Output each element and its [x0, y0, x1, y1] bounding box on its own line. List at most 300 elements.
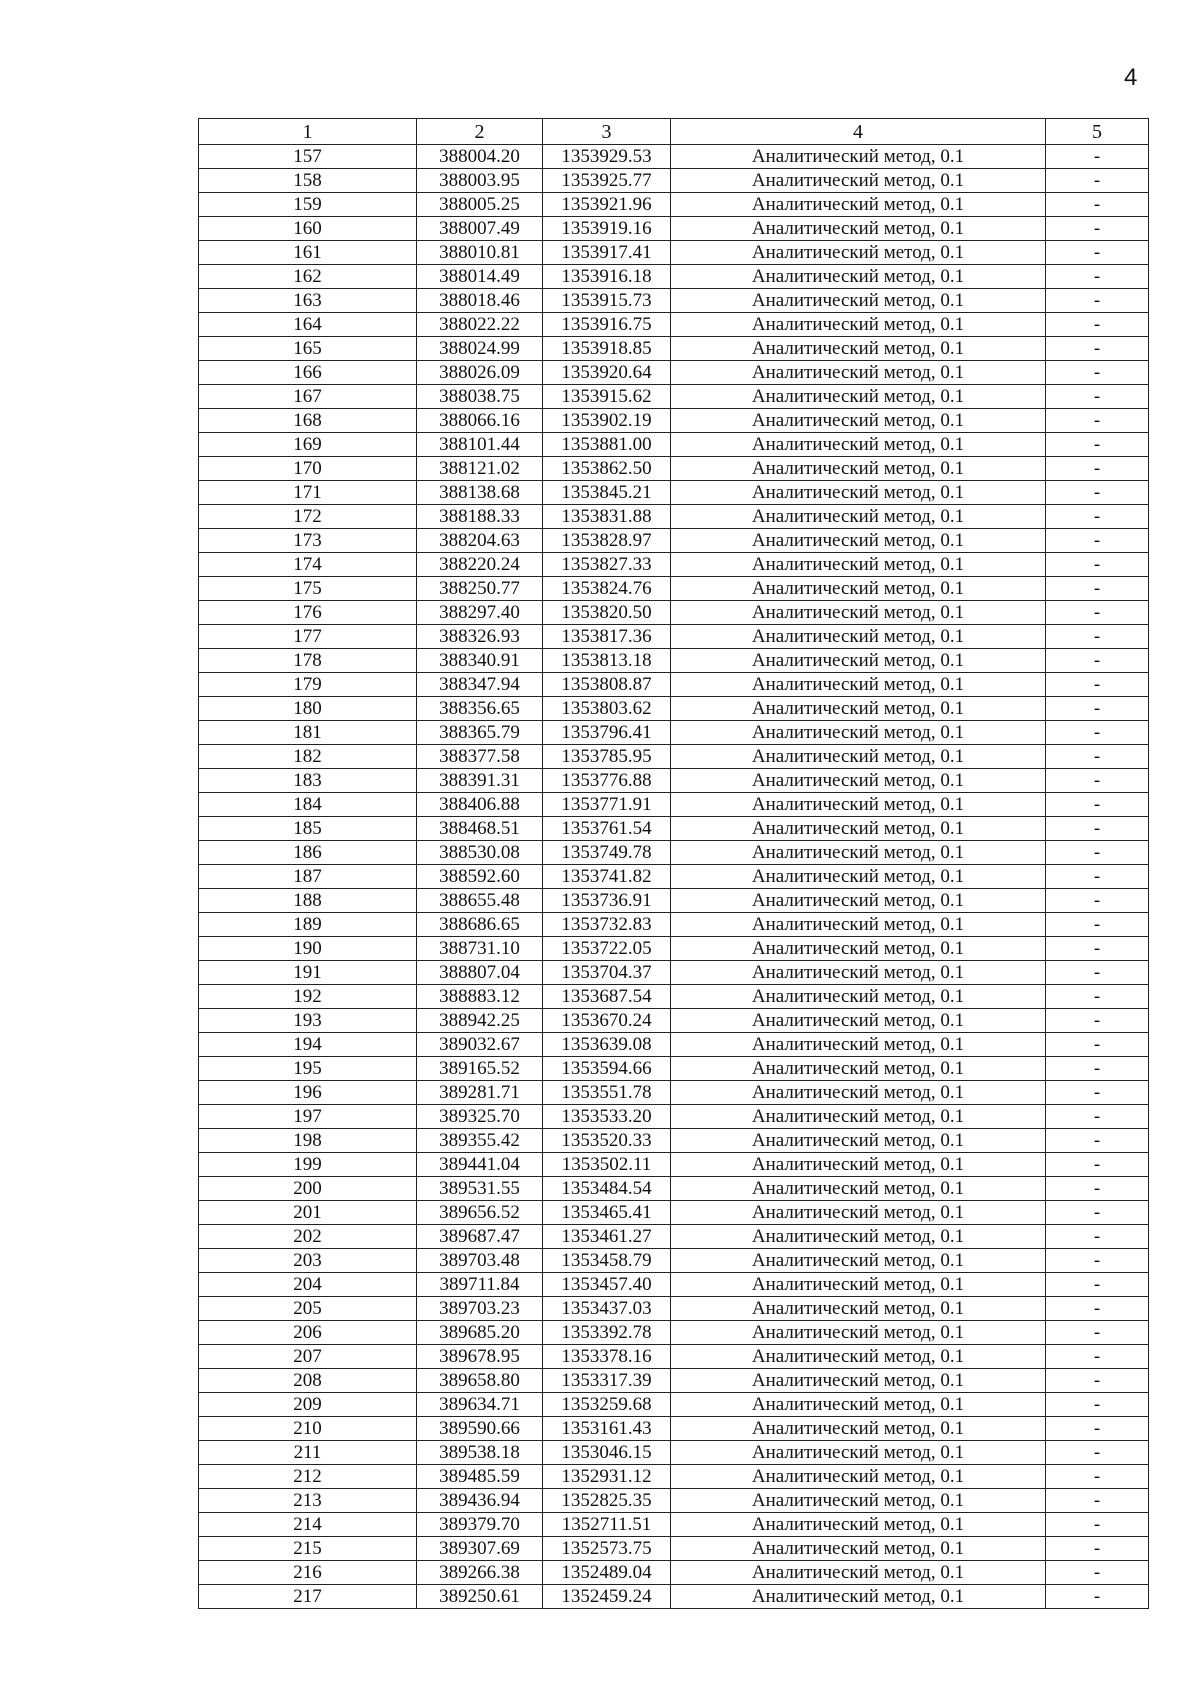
method-accuracy-cell: Аналитический метод, 0.1 — [671, 985, 1046, 1009]
table-row — [199, 361, 1149, 385]
x-coordinate-cell: 388356.65 — [417, 697, 543, 721]
column-header-1: 1 — [199, 119, 417, 145]
point-number-cell: 166 — [199, 361, 417, 385]
note-cell: - — [1046, 241, 1149, 265]
y-coordinate-cell: 1353594.66 — [543, 1057, 671, 1081]
point-number-cell: 175 — [199, 577, 417, 601]
x-coordinate-cell: 389685.20 — [417, 1321, 543, 1345]
y-coordinate-cell: 1353533.20 — [543, 1105, 671, 1129]
x-coordinate-cell: 388204.63 — [417, 529, 543, 553]
y-coordinate-cell: 1353458.79 — [543, 1249, 671, 1273]
point-number-cell: 182 — [199, 745, 417, 769]
point-number-cell: 199 — [199, 1153, 417, 1177]
point-number-cell: 159 — [199, 193, 417, 217]
note-cell: - — [1046, 1129, 1149, 1153]
x-coordinate-cell: 389711.84 — [417, 1273, 543, 1297]
point-number-cell: 186 — [199, 841, 417, 865]
method-accuracy-cell: Аналитический метод, 0.1 — [671, 1225, 1046, 1249]
point-number-cell: 196 — [199, 1081, 417, 1105]
table-row — [199, 865, 1149, 889]
table-row — [199, 793, 1149, 817]
x-coordinate-cell: 389281.71 — [417, 1081, 543, 1105]
x-coordinate-cell: 388340.91 — [417, 649, 543, 673]
x-coordinate-cell: 389656.52 — [417, 1201, 543, 1225]
y-coordinate-cell: 1353461.27 — [543, 1225, 671, 1249]
table-row — [199, 1105, 1149, 1129]
point-number-cell: 157 — [199, 145, 417, 169]
table-row — [199, 601, 1149, 625]
note-cell: - — [1046, 769, 1149, 793]
method-accuracy-cell: Аналитический метод, 0.1 — [671, 1177, 1046, 1201]
method-accuracy-cell: Аналитический метод, 0.1 — [671, 745, 1046, 769]
table-row — [199, 937, 1149, 961]
method-accuracy-cell: Аналитический метод, 0.1 — [671, 937, 1046, 961]
method-accuracy-cell: Аналитический метод, 0.1 — [671, 913, 1046, 937]
x-coordinate-cell: 389379.70 — [417, 1513, 543, 1537]
y-coordinate-cell: 1353761.54 — [543, 817, 671, 841]
method-accuracy-cell: Аналитический метод, 0.1 — [671, 529, 1046, 553]
point-number-cell: 204 — [199, 1273, 417, 1297]
y-coordinate-cell: 1353827.33 — [543, 553, 671, 577]
table-row — [199, 337, 1149, 361]
method-accuracy-cell: Аналитический метод, 0.1 — [671, 265, 1046, 289]
note-cell: - — [1046, 1249, 1149, 1273]
table-row — [199, 1321, 1149, 1345]
method-accuracy-cell: Аналитический метод, 0.1 — [671, 313, 1046, 337]
y-coordinate-cell: 1353520.33 — [543, 1129, 671, 1153]
point-number-cell: 217 — [199, 1585, 417, 1609]
method-accuracy-cell: Аналитический метод, 0.1 — [671, 1009, 1046, 1033]
note-cell: - — [1046, 481, 1149, 505]
method-accuracy-cell: Аналитический метод, 0.1 — [671, 1393, 1046, 1417]
point-number-cell: 200 — [199, 1177, 417, 1201]
x-coordinate-cell: 389634.71 — [417, 1393, 543, 1417]
table-row — [199, 1273, 1149, 1297]
x-coordinate-cell: 389658.80 — [417, 1369, 543, 1393]
y-coordinate-cell: 1353902.19 — [543, 409, 671, 433]
table-row — [199, 1441, 1149, 1465]
x-coordinate-cell: 388101.44 — [417, 433, 543, 457]
y-coordinate-cell: 1352711.51 — [543, 1513, 671, 1537]
y-coordinate-cell: 1352573.75 — [543, 1537, 671, 1561]
point-number-cell: 177 — [199, 625, 417, 649]
y-coordinate-cell: 1353639.08 — [543, 1033, 671, 1057]
note-cell: - — [1046, 553, 1149, 577]
x-coordinate-cell: 388010.81 — [417, 241, 543, 265]
note-cell: - — [1046, 289, 1149, 313]
x-coordinate-cell: 389590.66 — [417, 1417, 543, 1441]
note-cell: - — [1046, 1465, 1149, 1489]
table-row — [199, 1129, 1149, 1153]
table-row — [199, 1033, 1149, 1057]
point-number-cell: 162 — [199, 265, 417, 289]
y-coordinate-cell: 1353916.75 — [543, 313, 671, 337]
table-row — [199, 265, 1149, 289]
x-coordinate-cell: 388807.04 — [417, 961, 543, 985]
method-accuracy-cell: Аналитический метод, 0.1 — [671, 1297, 1046, 1321]
method-accuracy-cell: Аналитический метод, 0.1 — [671, 1081, 1046, 1105]
method-accuracy-cell: Аналитический метод, 0.1 — [671, 841, 1046, 865]
y-coordinate-cell: 1352825.35 — [543, 1489, 671, 1513]
method-accuracy-cell: Аналитический метод, 0.1 — [671, 1537, 1046, 1561]
point-number-cell: 197 — [199, 1105, 417, 1129]
y-coordinate-cell: 1353915.73 — [543, 289, 671, 313]
note-cell: - — [1046, 457, 1149, 481]
y-coordinate-cell: 1353776.88 — [543, 769, 671, 793]
table-row — [199, 817, 1149, 841]
x-coordinate-cell: 388121.02 — [417, 457, 543, 481]
y-coordinate-cell: 1353161.43 — [543, 1417, 671, 1441]
note-cell: - — [1046, 601, 1149, 625]
table-header-row — [199, 119, 1149, 145]
note-cell: - — [1046, 1489, 1149, 1513]
point-number-cell: 172 — [199, 505, 417, 529]
method-accuracy-cell: Аналитический метод, 0.1 — [671, 1273, 1046, 1297]
point-number-cell: 174 — [199, 553, 417, 577]
y-coordinate-cell: 1353921.96 — [543, 193, 671, 217]
point-number-cell: 179 — [199, 673, 417, 697]
x-coordinate-cell: 389436.94 — [417, 1489, 543, 1513]
note-cell: - — [1046, 1321, 1149, 1345]
table-row — [199, 961, 1149, 985]
method-accuracy-cell: Аналитический метод, 0.1 — [671, 793, 1046, 817]
x-coordinate-cell: 388468.51 — [417, 817, 543, 841]
point-number-cell: 160 — [199, 217, 417, 241]
y-coordinate-cell: 1353808.87 — [543, 673, 671, 697]
x-coordinate-cell: 389355.42 — [417, 1129, 543, 1153]
x-coordinate-cell: 388022.22 — [417, 313, 543, 337]
table-row — [199, 1153, 1149, 1177]
table-row — [199, 1537, 1149, 1561]
point-number-cell: 183 — [199, 769, 417, 793]
y-coordinate-cell: 1353392.78 — [543, 1321, 671, 1345]
note-cell: - — [1046, 1561, 1149, 1585]
table-row — [199, 673, 1149, 697]
point-number-cell: 216 — [199, 1561, 417, 1585]
table-row — [199, 1081, 1149, 1105]
point-number-cell: 165 — [199, 337, 417, 361]
x-coordinate-cell: 389703.48 — [417, 1249, 543, 1273]
note-cell: - — [1046, 1225, 1149, 1249]
y-coordinate-cell: 1353732.83 — [543, 913, 671, 937]
y-coordinate-cell: 1352489.04 — [543, 1561, 671, 1585]
method-accuracy-cell: Аналитический метод, 0.1 — [671, 553, 1046, 577]
note-cell: - — [1046, 1153, 1149, 1177]
column-header-4: 4 — [671, 119, 1046, 145]
note-cell: - — [1046, 697, 1149, 721]
note-cell: - — [1046, 385, 1149, 409]
method-accuracy-cell: Аналитический метод, 0.1 — [671, 457, 1046, 481]
note-cell: - — [1046, 721, 1149, 745]
note-cell: - — [1046, 529, 1149, 553]
x-coordinate-cell: 388018.46 — [417, 289, 543, 313]
table-row — [199, 529, 1149, 553]
point-number-cell: 208 — [199, 1369, 417, 1393]
note-cell: - — [1046, 1345, 1149, 1369]
method-accuracy-cell: Аналитический метод, 0.1 — [671, 1321, 1046, 1345]
note-cell: - — [1046, 889, 1149, 913]
point-number-cell: 180 — [199, 697, 417, 721]
y-coordinate-cell: 1353813.18 — [543, 649, 671, 673]
x-coordinate-cell: 388530.08 — [417, 841, 543, 865]
y-coordinate-cell: 1353502.11 — [543, 1153, 671, 1177]
method-accuracy-cell: Аналитический метод, 0.1 — [671, 769, 1046, 793]
note-cell: - — [1046, 337, 1149, 361]
x-coordinate-cell: 389307.69 — [417, 1537, 543, 1561]
note-cell: - — [1046, 433, 1149, 457]
x-coordinate-cell: 388883.12 — [417, 985, 543, 1009]
x-coordinate-cell: 388138.68 — [417, 481, 543, 505]
x-coordinate-cell: 388004.20 — [417, 145, 543, 169]
point-number-cell: 198 — [199, 1129, 417, 1153]
note-cell: - — [1046, 265, 1149, 289]
method-accuracy-cell: Аналитический метод, 0.1 — [671, 577, 1046, 601]
y-coordinate-cell: 1353845.21 — [543, 481, 671, 505]
y-coordinate-cell: 1353820.50 — [543, 601, 671, 625]
point-number-cell: 187 — [199, 865, 417, 889]
point-number-cell: 161 — [199, 241, 417, 265]
point-number-cell: 206 — [199, 1321, 417, 1345]
table-row — [199, 169, 1149, 193]
method-accuracy-cell: Аналитический метод, 0.1 — [671, 697, 1046, 721]
y-coordinate-cell: 1353925.77 — [543, 169, 671, 193]
table-body — [199, 145, 1149, 1609]
note-cell: - — [1046, 793, 1149, 817]
x-coordinate-cell: 388026.09 — [417, 361, 543, 385]
table-row — [199, 889, 1149, 913]
table-row — [199, 385, 1149, 409]
table-row — [199, 1225, 1149, 1249]
note-cell: - — [1046, 673, 1149, 697]
column-header-2: 2 — [417, 119, 543, 145]
method-accuracy-cell: Аналитический метод, 0.1 — [671, 1249, 1046, 1273]
method-accuracy-cell: Аналитический метод, 0.1 — [671, 1369, 1046, 1393]
note-cell: - — [1046, 649, 1149, 673]
y-coordinate-cell: 1353916.18 — [543, 265, 671, 289]
note-cell: - — [1046, 745, 1149, 769]
note-cell: - — [1046, 361, 1149, 385]
y-coordinate-cell: 1353741.82 — [543, 865, 671, 889]
x-coordinate-cell: 388220.24 — [417, 553, 543, 577]
x-coordinate-cell: 389703.23 — [417, 1297, 543, 1321]
y-coordinate-cell: 1353796.41 — [543, 721, 671, 745]
note-cell: - — [1046, 217, 1149, 241]
point-number-cell: 193 — [199, 1009, 417, 1033]
x-coordinate-cell: 388005.25 — [417, 193, 543, 217]
note-cell: - — [1046, 1297, 1149, 1321]
table-row — [199, 505, 1149, 529]
point-number-cell: 189 — [199, 913, 417, 937]
y-coordinate-cell: 1353929.53 — [543, 145, 671, 169]
y-coordinate-cell: 1353920.64 — [543, 361, 671, 385]
table-row — [199, 985, 1149, 1009]
method-accuracy-cell: Аналитический метод, 0.1 — [671, 505, 1046, 529]
method-accuracy-cell: Аналитический метод, 0.1 — [671, 1345, 1046, 1369]
y-coordinate-cell: 1353670.24 — [543, 1009, 671, 1033]
method-accuracy-cell: Аналитический метод, 0.1 — [671, 673, 1046, 697]
point-number-cell: 170 — [199, 457, 417, 481]
column-header-5: 5 — [1046, 119, 1149, 145]
table-row — [199, 1393, 1149, 1417]
method-accuracy-cell: Аналитический метод, 0.1 — [671, 1129, 1046, 1153]
point-number-cell: 167 — [199, 385, 417, 409]
method-accuracy-cell: Аналитический метод, 0.1 — [671, 1105, 1046, 1129]
y-coordinate-cell: 1353881.00 — [543, 433, 671, 457]
x-coordinate-cell: 388655.48 — [417, 889, 543, 913]
point-number-cell: 214 — [199, 1513, 417, 1537]
y-coordinate-cell: 1353317.39 — [543, 1369, 671, 1393]
y-coordinate-cell: 1353917.41 — [543, 241, 671, 265]
x-coordinate-cell: 389250.61 — [417, 1585, 543, 1609]
method-accuracy-cell: Аналитический метод, 0.1 — [671, 1585, 1046, 1609]
method-accuracy-cell: Аналитический метод, 0.1 — [671, 337, 1046, 361]
point-number-cell: 195 — [199, 1057, 417, 1081]
note-cell: - — [1046, 1273, 1149, 1297]
y-coordinate-cell: 1353817.36 — [543, 625, 671, 649]
method-accuracy-cell: Аналитический метод, 0.1 — [671, 289, 1046, 313]
note-cell: - — [1046, 1537, 1149, 1561]
point-number-cell: 210 — [199, 1417, 417, 1441]
x-coordinate-cell: 388007.49 — [417, 217, 543, 241]
x-coordinate-cell: 388003.95 — [417, 169, 543, 193]
column-header-3: 3 — [543, 119, 671, 145]
note-cell: - — [1046, 985, 1149, 1009]
table-row — [199, 1561, 1149, 1585]
x-coordinate-cell: 388066.16 — [417, 409, 543, 433]
note-cell: - — [1046, 577, 1149, 601]
x-coordinate-cell: 389531.55 — [417, 1177, 543, 1201]
table-row — [199, 457, 1149, 481]
x-coordinate-cell: 388188.33 — [417, 505, 543, 529]
y-coordinate-cell: 1353551.78 — [543, 1081, 671, 1105]
y-coordinate-cell: 1353437.03 — [543, 1297, 671, 1321]
x-coordinate-cell: 388731.10 — [417, 937, 543, 961]
x-coordinate-cell: 389678.95 — [417, 1345, 543, 1369]
table-row — [199, 721, 1149, 745]
x-coordinate-cell: 388347.94 — [417, 673, 543, 697]
x-coordinate-cell: 389165.52 — [417, 1057, 543, 1081]
table-row — [199, 841, 1149, 865]
table-row — [199, 313, 1149, 337]
x-coordinate-cell: 388686.65 — [417, 913, 543, 937]
table-row — [199, 913, 1149, 937]
y-coordinate-cell: 1353259.68 — [543, 1393, 671, 1417]
point-number-cell: 191 — [199, 961, 417, 985]
note-cell: - — [1046, 1081, 1149, 1105]
method-accuracy-cell: Аналитический метод, 0.1 — [671, 193, 1046, 217]
y-coordinate-cell: 1353918.85 — [543, 337, 671, 361]
point-number-cell: 212 — [199, 1465, 417, 1489]
y-coordinate-cell: 1353722.05 — [543, 937, 671, 961]
x-coordinate-cell: 389325.70 — [417, 1105, 543, 1129]
point-number-cell: 171 — [199, 481, 417, 505]
y-coordinate-cell: 1353919.16 — [543, 217, 671, 241]
table-row — [199, 1057, 1149, 1081]
point-number-cell: 178 — [199, 649, 417, 673]
note-cell: - — [1046, 409, 1149, 433]
point-number-cell: 173 — [199, 529, 417, 553]
x-coordinate-cell: 388038.75 — [417, 385, 543, 409]
y-coordinate-cell: 1353465.41 — [543, 1201, 671, 1225]
table-row — [199, 1465, 1149, 1489]
method-accuracy-cell: Аналитический метод, 0.1 — [671, 433, 1046, 457]
table-row — [199, 145, 1149, 169]
table-row — [199, 745, 1149, 769]
method-accuracy-cell: Аналитический метод, 0.1 — [671, 889, 1046, 913]
note-cell: - — [1046, 817, 1149, 841]
x-coordinate-cell: 388592.60 — [417, 865, 543, 889]
table-row — [199, 289, 1149, 313]
table-row — [199, 1345, 1149, 1369]
table-row — [199, 241, 1149, 265]
method-accuracy-cell: Аналитический метод, 0.1 — [671, 481, 1046, 505]
point-number-cell: 158 — [199, 169, 417, 193]
x-coordinate-cell: 388014.49 — [417, 265, 543, 289]
point-number-cell: 207 — [199, 1345, 417, 1369]
x-coordinate-cell: 388326.93 — [417, 625, 543, 649]
table-row — [199, 649, 1149, 673]
method-accuracy-cell: Аналитический метод, 0.1 — [671, 385, 1046, 409]
table-row — [199, 1513, 1149, 1537]
y-coordinate-cell: 1353824.76 — [543, 577, 671, 601]
note-cell: - — [1046, 1441, 1149, 1465]
method-accuracy-cell: Аналитический метод, 0.1 — [671, 817, 1046, 841]
y-coordinate-cell: 1353457.40 — [543, 1273, 671, 1297]
note-cell: - — [1046, 841, 1149, 865]
table-row — [199, 1417, 1149, 1441]
table-row — [199, 1369, 1149, 1393]
method-accuracy-cell: Аналитический метод, 0.1 — [671, 1561, 1046, 1585]
y-coordinate-cell: 1352931.12 — [543, 1465, 671, 1489]
point-number-cell: 181 — [199, 721, 417, 745]
table-row — [199, 1249, 1149, 1273]
coordinates-table — [198, 118, 1149, 1609]
y-coordinate-cell: 1353915.62 — [543, 385, 671, 409]
point-number-cell: 188 — [199, 889, 417, 913]
method-accuracy-cell: Аналитический метод, 0.1 — [671, 865, 1046, 889]
note-cell: - — [1046, 1033, 1149, 1057]
x-coordinate-cell: 388297.40 — [417, 601, 543, 625]
method-accuracy-cell: Аналитический метод, 0.1 — [671, 1153, 1046, 1177]
note-cell: - — [1046, 169, 1149, 193]
y-coordinate-cell: 1353749.78 — [543, 841, 671, 865]
x-coordinate-cell: 388365.79 — [417, 721, 543, 745]
y-coordinate-cell: 1353046.15 — [543, 1441, 671, 1465]
point-number-cell: 211 — [199, 1441, 417, 1465]
note-cell: - — [1046, 145, 1149, 169]
point-number-cell: 194 — [199, 1033, 417, 1057]
point-number-cell: 215 — [199, 1537, 417, 1561]
note-cell: - — [1046, 937, 1149, 961]
point-number-cell: 190 — [199, 937, 417, 961]
point-number-cell: 203 — [199, 1249, 417, 1273]
point-number-cell: 169 — [199, 433, 417, 457]
x-coordinate-cell: 388406.88 — [417, 793, 543, 817]
method-accuracy-cell: Аналитический метод, 0.1 — [671, 649, 1046, 673]
y-coordinate-cell: 1353785.95 — [543, 745, 671, 769]
x-coordinate-cell: 388391.31 — [417, 769, 543, 793]
table-row — [199, 1297, 1149, 1321]
method-accuracy-cell: Аналитический метод, 0.1 — [671, 1201, 1046, 1225]
table-row — [199, 577, 1149, 601]
method-accuracy-cell: Аналитический метод, 0.1 — [671, 1057, 1046, 1081]
y-coordinate-cell: 1353803.62 — [543, 697, 671, 721]
x-coordinate-cell: 389266.38 — [417, 1561, 543, 1585]
method-accuracy-cell: Аналитический метод, 0.1 — [671, 1417, 1046, 1441]
table-row — [199, 1489, 1149, 1513]
point-number-cell: 201 — [199, 1201, 417, 1225]
x-coordinate-cell: 389687.47 — [417, 1225, 543, 1249]
